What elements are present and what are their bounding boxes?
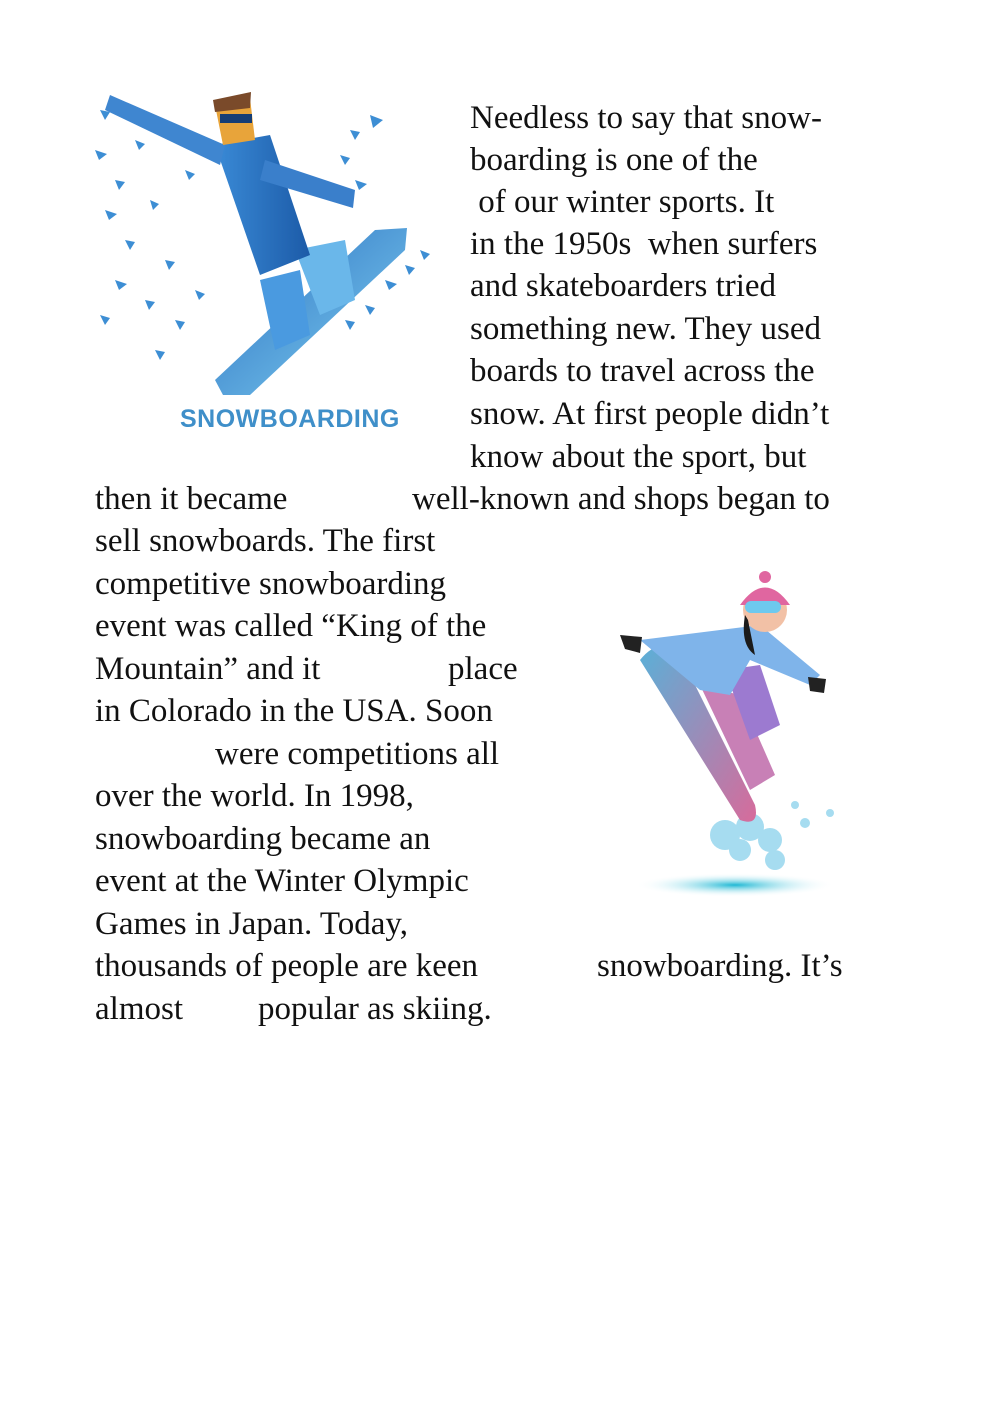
snow-puffs bbox=[710, 801, 834, 870]
text-line: almost bbox=[95, 991, 183, 1027]
text-line: snow. At first people didn’t bbox=[470, 396, 830, 432]
text-line: of our winter sports. It bbox=[470, 184, 775, 220]
text-line: and skateboarders tried bbox=[470, 268, 777, 304]
text-line: then it became bbox=[95, 481, 288, 517]
snowboarding-caption: SNOWBOARDING bbox=[180, 405, 400, 433]
text-line: snowboarding became an bbox=[95, 821, 431, 857]
text-line: thousands of people are keen bbox=[95, 948, 479, 984]
text-line: know about the sport, but bbox=[470, 439, 807, 475]
text-line: snowboarding. It’s bbox=[597, 948, 843, 984]
text-line: sell snowboards. The first bbox=[95, 523, 436, 559]
text-line: in the 1950s when surfers bbox=[470, 226, 818, 262]
text-line: something new. They used bbox=[470, 311, 822, 347]
text-line: Games in Japan. Today, bbox=[95, 906, 408, 942]
text-line: well-known and shops began to bbox=[412, 481, 830, 517]
text-line: Mountain” and it bbox=[95, 651, 321, 687]
text-line: competitive snowboarding bbox=[95, 566, 447, 602]
text-line: event was called “King of the bbox=[95, 608, 487, 644]
text-line: Needless to say that snow- bbox=[470, 100, 822, 136]
text-line: boards to travel across the bbox=[470, 353, 815, 389]
text-line: place bbox=[448, 651, 518, 687]
text-line: boarding is one of the bbox=[470, 142, 758, 178]
ground-shadow bbox=[635, 873, 835, 897]
text-line: over the world. In 1998, bbox=[95, 778, 414, 814]
text-line: popular as skiing. bbox=[258, 991, 492, 1027]
text-line: in Colorado in the USA. Soon bbox=[95, 693, 493, 729]
text-line: were competitions all bbox=[215, 736, 500, 772]
girl-snowboarder-illustration bbox=[580, 565, 920, 910]
text-line: event at the Winter Olympic bbox=[95, 863, 469, 899]
